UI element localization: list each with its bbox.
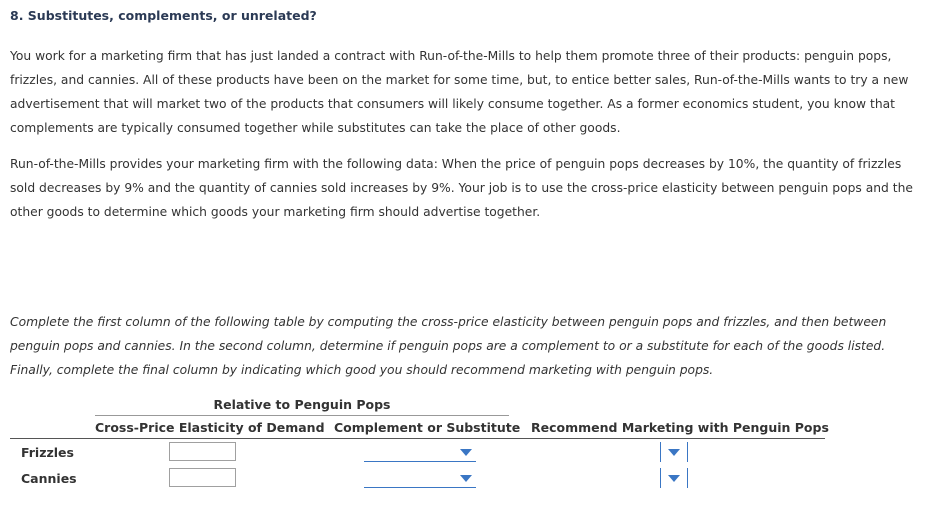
row-label-cannies: Cannies [21, 471, 77, 486]
column-header-elasticity: Cross-Price Elasticity of Demand [95, 420, 325, 435]
intro-paragraph: You work for a marketing firm that has just landed a contract with Run-of-the-Mills to help them promote three of their products: penguin pops, frizzles, and cannies. All of these products have been on the market for some time, but, to entice better sales, Run-of-the-Mills wants to try a new advertisement that will market two of the products that consumers will likely consume together. As a former economics student, you know that complements are typically consumed together while substitutes can take the place of other goods. [10, 49, 909, 135]
chevron-down-icon [668, 475, 680, 482]
chevron-down-icon [668, 449, 680, 456]
frizzles-relation-dropdown[interactable] [364, 442, 476, 462]
column-header-relation: Complement or Substitute [334, 420, 521, 435]
row-label-frizzles: Frizzles [21, 445, 74, 460]
frizzles-recommend-dropdown[interactable] [660, 442, 688, 462]
instructions-paragraph: Complete the first column of the following table by computing the cross-price elasticity between penguin pops and frizzles, and then between penguin pops and cannies. In the second column, determine if penguin pops are a complement to or a substitute for each of the goods listed. Finally, complete the final column by indicating which good you should recommend marketing with penguin pops. [10, 315, 887, 377]
data-paragraph: Run-of-the-Mills provides your marketing firm with the following data: When the price of penguin pops decreases by 10%, the quantity of frizzles sold decreases by 9% and the quantity of cannies sold increases by 9%. Your job is to use the cross-price elasticity between penguin pops and the other goods to determine which goods your marketing firm should advertise together. [10, 157, 913, 219]
cannies-recommend-dropdown[interactable] [660, 468, 688, 488]
table-group-header: Relative to Penguin Pops [213, 397, 391, 412]
group-header-divider [95, 415, 509, 416]
cannies-elasticity-input[interactable] [169, 468, 236, 487]
frizzles-elasticity-input[interactable] [169, 442, 236, 461]
cannies-relation-dropdown[interactable] [364, 468, 476, 488]
table-header-divider [10, 438, 825, 439]
chevron-down-icon [460, 475, 472, 482]
chevron-down-icon [460, 449, 472, 456]
column-header-recommend: Recommend Marketing with Penguin Pops [531, 420, 829, 435]
question-title: 8. Substitutes, complements, or unrelated? [10, 8, 317, 23]
